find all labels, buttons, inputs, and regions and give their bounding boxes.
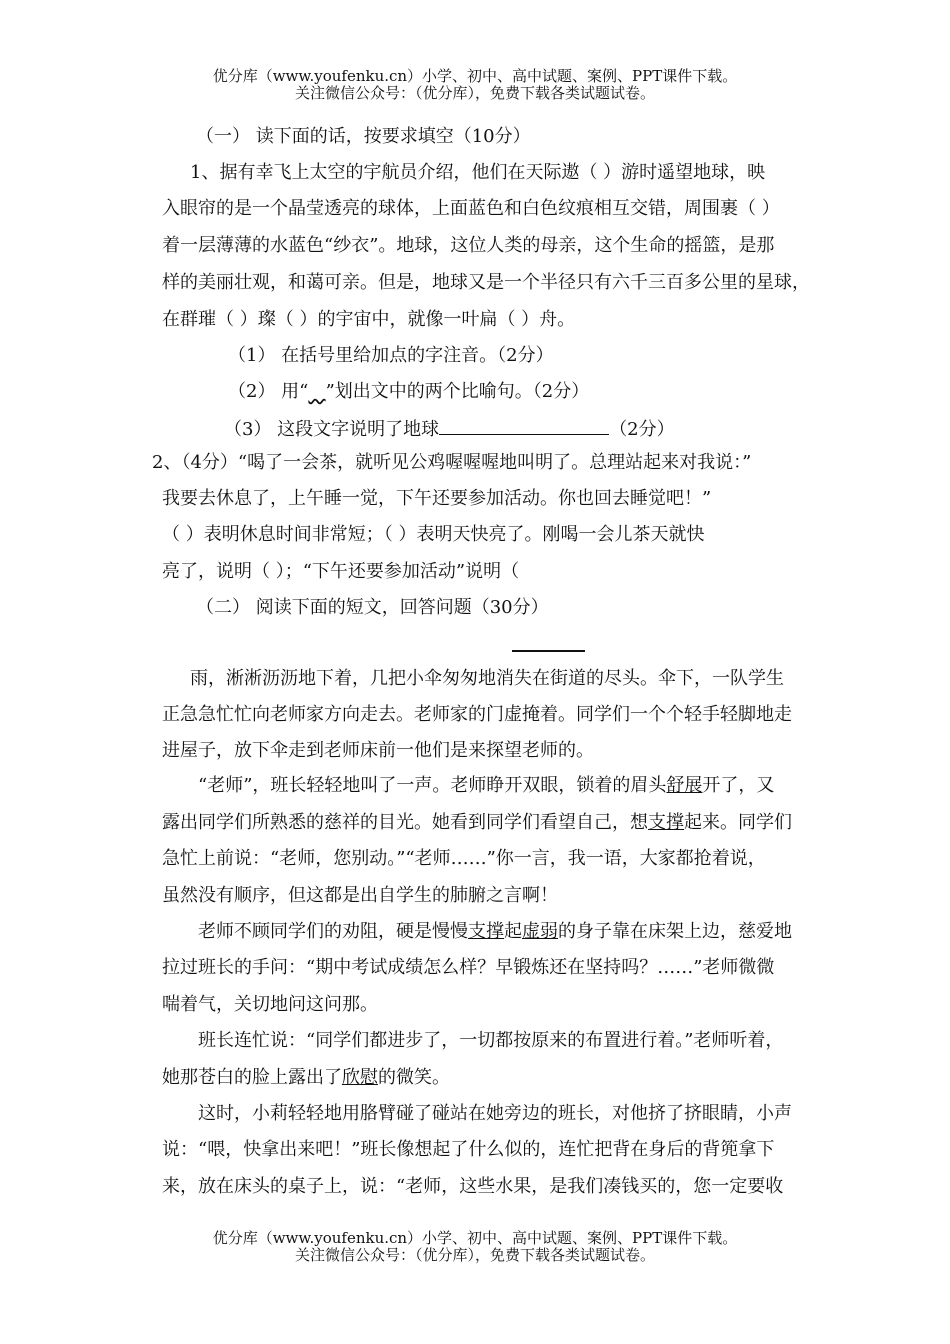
q1-sub-2: [228, 381, 589, 403]
p3-text: 老师不顾同学们的劝阻，硬是慢慢: [198, 921, 468, 942]
p2-line-1: [198, 775, 774, 797]
p4-text: 她那苍白的脸上露出了: [162, 1067, 342, 1088]
underlined-word: 支撑: [468, 921, 504, 942]
p3-text: 的身子靠在床架上边，慈爱地: [558, 921, 792, 942]
q1-line-4: 样的美丽壮观，和蔼可亲。但是，地球又是一个半径只有六千三百多公里的星球，: [162, 272, 810, 293]
header-line-1: 优分库（www.youfenku.cn）小学、初中、高中试题、案例、PPT课件下载。: [212, 67, 738, 85]
p4-line-2: [162, 1067, 450, 1089]
p1-line-3: 进屋子，放下伞走到老师床前一他们是来探望老师的。: [162, 740, 594, 761]
p2-text: 露出同学们所熟悉的慈祥的目光。她看到同学们看望自己，想: [162, 812, 648, 833]
underlined-word: 虚弱: [522, 921, 558, 942]
q1-line-3: 着一层薄薄的水蓝色“纱衣”。地球，这位人类的母亲，这个生命的摇篮，是那: [162, 235, 775, 256]
section1-title: （一） 读下面的话，按要求填空（10分）: [196, 126, 531, 147]
p1-line-2: 正急急忙忙向老师家方向走去。老师家的门虚掩着。同学们一个个轻手轻脚地走: [162, 704, 792, 725]
q1-sub-2-text-b: ”划出文中的两个比喻句。（2分）: [325, 381, 590, 402]
q1-sub-3: [224, 416, 675, 441]
title-divider: [512, 650, 585, 652]
p3-line-3: 喘着气，关切地问这问那。: [162, 994, 378, 1015]
q1-sub-3-text: （3） 这段文字说明了地球: [224, 419, 440, 440]
footer-line-2: 关注微信公众号：（优分库），免费下载各类试题试卷。: [294, 1246, 655, 1264]
footer-line-1: 优分库（www.youfenku.cn）小学、初中、高中试题、案例、PPT课件下载。: [212, 1229, 738, 1247]
underlined-word: 舒展: [666, 775, 703, 796]
p4-line-1: 班长连忙说：“同学们都进步了，一切都按原来的布置进行着。”老师听着，: [198, 1030, 784, 1051]
page-footer: [0, 1230, 950, 1264]
q1-sub-1: （1） 在括号里给加点的字注音。（2分）: [228, 345, 554, 366]
p1-line-1: 雨，淅淅沥沥地下着，几把小伞匆匆地消失在街道的尽头。伞下，一队学生: [190, 668, 784, 689]
q2-line-2: 我要去休息了，上午睡一觉，下午还要参加活动。你也回去睡觉吧！”: [162, 488, 712, 509]
p2-text: “老师”，班长轻轻地叫了一声。老师睁开双眼，锁着的眉头: [198, 775, 667, 796]
q2-line-1: 2、（4分）“喝了一会茶，就听见公鸡喔喔喔地叫明了。总理站起来对我说：”: [152, 452, 752, 473]
p3-text: 起: [504, 921, 522, 942]
p2-text: 起来。同学们: [684, 812, 792, 833]
p2-line-3: 急忙上前说：“老师，您别动。”“老师……”你一言，我一语，大家都抢着说，: [162, 848, 766, 869]
p3-line-2: 拉过班长的手问：“期中考试成绩怎么样？早锻炼还在坚持吗？……”老师微微: [162, 957, 775, 978]
section2-title: （二） 阅读下面的短文，回答问题（30分）: [196, 597, 549, 618]
p4-text: 的微笑。: [378, 1067, 450, 1088]
q1-line-5: 在群璀（ ）璨（ ）的宇宙中，就像一叶扁（ ）舟。: [162, 309, 576, 330]
p5-line-1: 这时，小莉轻轻地用胳臂碰了碰站在她旁边的班长，对他挤了挤眼睛，小声: [198, 1103, 792, 1124]
q1-sub-2-text-a: （2） 用“: [228, 381, 309, 402]
p2-text: 开了，又: [702, 775, 775, 796]
header-line-2: 关注微信公众号：（优分库），免费下载各类试题试卷。: [294, 84, 655, 102]
q1-sub-3-score: （2分）: [609, 419, 675, 440]
q1-line-2: 入眼帘的是一个晶莹透亮的球体，上面蓝色和白色纹痕相互交错，周围裹（ ）: [162, 198, 780, 219]
page-header: [0, 68, 950, 102]
q2-line-3: （ ）表明休息时间非常短；（ ）表明天快亮了。刚喝一会儿茶天就快: [162, 524, 705, 545]
wavy-line-mark: [308, 381, 325, 402]
p5-line-2: 说：“喂，快拿出来吧！”班长像想起了什么似的，连忙把背在身后的背篼拿下: [162, 1139, 775, 1160]
p2-line-2: [162, 812, 792, 834]
q2-line-4: 亮了，说明（ ）；“下午还要参加活动”说明（: [162, 561, 520, 582]
answer-blank[interactable]: [439, 416, 609, 435]
underlined-word: 支撑: [648, 812, 684, 833]
p3-line-1: [198, 921, 792, 943]
p2-line-4: 虽然没有顺序，但这都是出自学生的肺腑之言啊！: [162, 885, 558, 906]
p5-line-3: 来，放在床头的桌子上，说：“老师，这些水果，是我们凑钱买的，您一定要收: [162, 1176, 784, 1197]
underlined-word: 欣慰: [342, 1067, 378, 1088]
q1-line-1: 1、据有幸飞上太空的宇航员介绍，他们在天际遨（ ）游时遥望地球，映: [190, 162, 766, 183]
